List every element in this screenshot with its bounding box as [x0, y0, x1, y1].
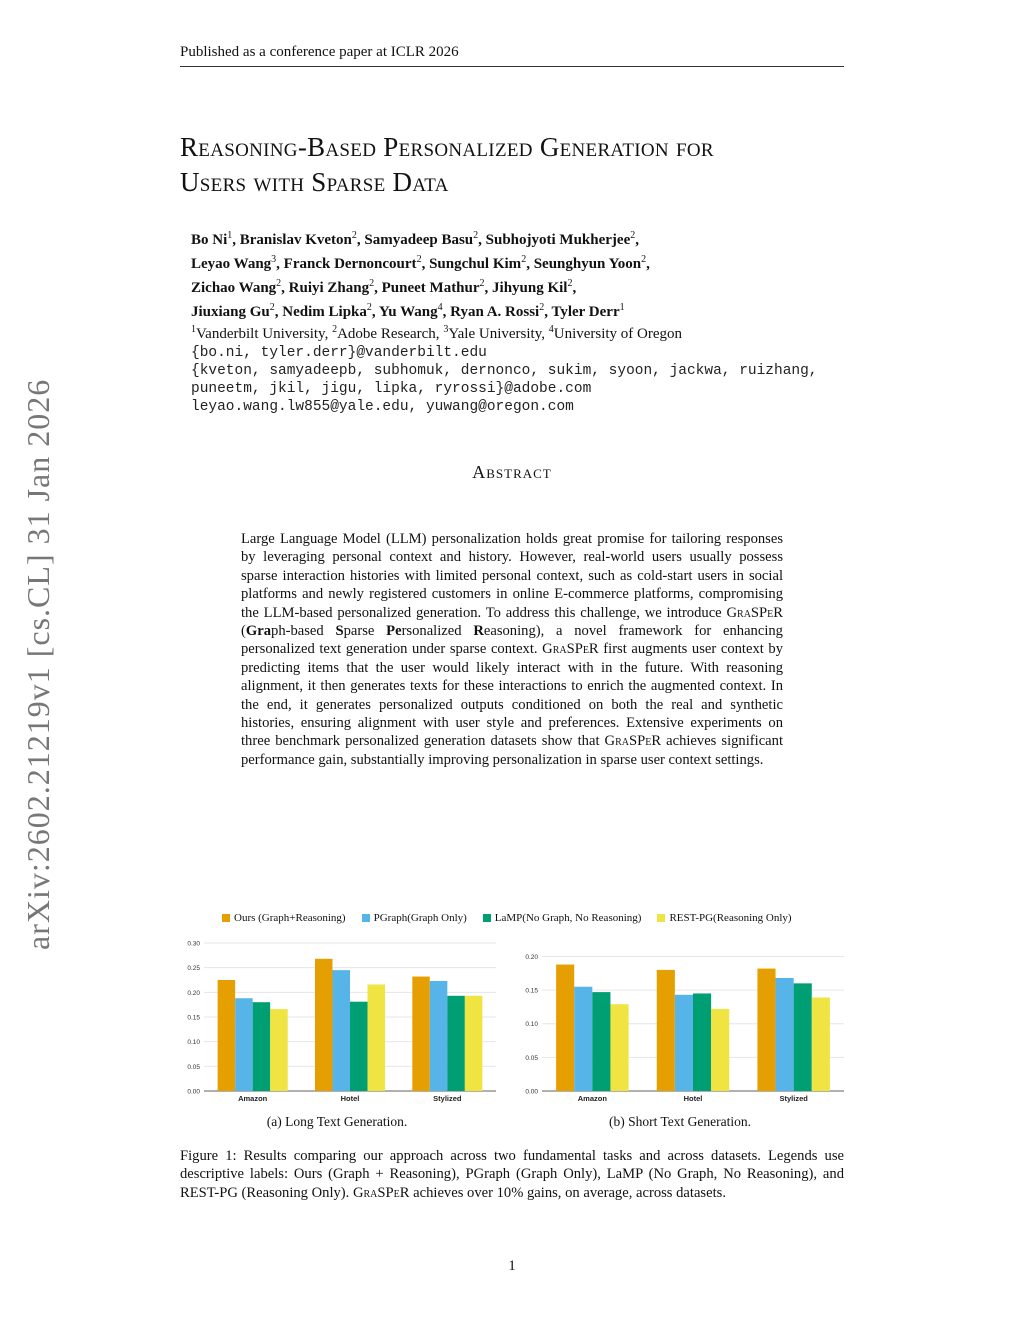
email-line: {bo.ni, tyler.derr}@vanderbilt.edu — [191, 345, 487, 361]
y-tick-label: 0.15 — [187, 1014, 200, 1022]
bar — [693, 993, 711, 1091]
title-line-1: Reasoning-Based Personalized Generation for — [180, 132, 714, 162]
bar — [574, 987, 592, 1091]
arxiv-identifier: arXiv:2602.21219v1 [cs.CL] 31 Jan 2026 — [20, 378, 56, 950]
chart-short-text — [510, 935, 850, 1105]
figure-legend — [222, 912, 792, 924]
legend-swatch — [222, 914, 230, 922]
author-name: Ruiyi Zhang$^2$ — [288, 278, 375, 296]
bar — [757, 969, 775, 1091]
y-tick-label: 0.10 — [187, 1039, 200, 1047]
bar — [794, 983, 812, 1091]
legend-entry — [362, 912, 467, 924]
legend-swatch — [362, 914, 370, 922]
bar — [235, 998, 253, 1091]
bar — [350, 1002, 368, 1091]
author-name: Bo Ni$^1$ — [191, 230, 233, 248]
bar — [465, 996, 483, 1091]
legend-swatch — [483, 914, 491, 922]
bar — [447, 996, 465, 1091]
bar — [218, 980, 236, 1091]
author-name: Jiuxiang Gu$^2$ — [191, 302, 275, 320]
y-tick-label: 0.00 — [525, 1088, 538, 1096]
bar — [776, 978, 794, 1091]
y-tick-label: 0.25 — [187, 965, 200, 973]
legend-label: Ours (Graph+Reasoning) — [234, 912, 346, 924]
bar — [270, 1009, 288, 1091]
author-name: Tyler Derr$^1$ — [551, 302, 625, 320]
y-tick-label: 0.30 — [187, 940, 200, 948]
affiliation-line: $^1$Vanderbilt University, $^2$Adobe Research, $^3$Yale University, $^4$University of Oregon — [191, 324, 683, 342]
x-tick-label: Stylized — [433, 1094, 462, 1103]
author-list — [191, 226, 871, 322]
author-line: Leyao Wang$^3$, Franck Dernoncourt$^2$, Sungchul Kim$^2$, Seunghyun Yoon$^2$, — [191, 254, 650, 272]
subcaption-a: (a) Long Text Generation. — [266, 1114, 408, 1129]
subcaption-b: (b) Short Text Generation. — [608, 1114, 752, 1129]
author-name: Franck Dernoncourt$^2$ — [283, 254, 422, 272]
author-name: Jihyung Kil$^2$ — [492, 278, 573, 296]
y-tick-label: 0.20 — [525, 953, 538, 961]
abstract-body: Large Language Model (LLM) personalization holds great promise for tailoring responses by leveraging personal context and history. However, real-world users usually possess sparse interaction histories with limited personal context, such as cold-start users in social platforms and newly registered customers in online E-commerce platforms, compromising the LLM-based personalized generation. To address this challenge, we introduce GraSPeR (Graph-based Sparse Personalized Reasoning), a novel framework for enhancing personalized text generation under sparse context. GraSPeR first augments user context by predicting items that the user would likely interact with in the future. With reasoning alignment, it then generates texts for these interactions to enrich the augmented context. In the end, it generates personalized outputs conditioned on both the real and synthetic histories, ensuring alignment with user style and preferences. Extensive experiments on three benchmark personalized generation datasets show that GraSPeR achieves significant performance gain, substantially improving personalization in sparse user context settings. — [241, 531, 783, 768]
bar — [253, 1002, 271, 1091]
bar — [430, 981, 448, 1091]
legend-entry — [222, 912, 346, 924]
author-line: Bo Ni$^1$, Branislav Kveton$^2$, Samyadeep Basu$^2$, Subhojyoti Mukherjee$^2$, — [191, 230, 639, 248]
y-tick-label: 0.05 — [525, 1054, 538, 1062]
author-name: Sungchul Kim$^2$ — [429, 254, 527, 272]
title-line-2: Users with Sparse Data — [180, 167, 449, 197]
page-number: 1 — [508, 1258, 516, 1274]
y-tick-label: 0.20 — [187, 989, 200, 997]
paper-title — [180, 130, 880, 200]
bar — [332, 970, 350, 1091]
author-name: Branislav Kveton$^2$ — [239, 230, 357, 248]
email-line: {kveton, samyadeepb, subhomuk, dernonco, sukim, syoon, jackwa, ruizhang, — [191, 363, 818, 379]
bar — [412, 977, 430, 1091]
legend-label: PGraph(Graph Only) — [373, 912, 467, 924]
author-line: Zichao Wang$^2$, Ruiyi Zhang$^2$, Puneet Mathur$^2$, Jihyung Kil$^2$, — [191, 278, 577, 296]
bar — [812, 997, 830, 1091]
bar — [592, 992, 610, 1091]
author-name: Nedim Lipka$^2$ — [282, 302, 372, 320]
y-tick-label: 0.10 — [525, 1021, 538, 1029]
figure-caption: Figure 1: Results comparing our approach across two fundamental tasks and across datasets. Legends use descriptive labels: Ours (Graph + Reasoning), PGraph (Graph Only), LaMP (No Graph, No Reasoning), and REST-PG (Reasoning Only). GraSPeR achieves over 10% gains, on average, across datasets. — [180, 1148, 844, 1201]
author-name: Samyadeep Basu$^2$ — [364, 230, 479, 248]
bar — [657, 970, 675, 1091]
x-tick-label: Amazon — [577, 1094, 607, 1103]
legend-entry — [483, 912, 642, 924]
author-name: Ryan A. Rossi$^2$ — [450, 302, 545, 320]
y-tick-label: 0.00 — [187, 1088, 200, 1096]
author-name: Seunghyun Yoon$^2$ — [533, 254, 647, 272]
legend-label: LaMP(No Graph, No Reasoning) — [494, 912, 642, 924]
author-name: Yu Wang$^4$ — [378, 302, 443, 320]
author-line: Jiuxiang Gu$^2$, Nedim Lipka$^2$, Yu Wang$^4$, Ryan A. Rossi$^2$, Tyler Derr$^1$ — [191, 302, 625, 320]
chart-long-text — [172, 935, 502, 1105]
author-name: Zichao Wang$^2$ — [191, 278, 282, 296]
x-tick-label: Hotel — [340, 1094, 360, 1103]
email-line: leyao.wang.lw855@yale.edu, yuwang@oregon.com — [191, 399, 574, 415]
legend-swatch — [657, 914, 665, 922]
legend-entry — [657, 912, 791, 924]
email-line: puneetm, jkil, jigu, lipka, ryrossi}@adobe.com — [191, 381, 592, 397]
author-name: Subhojyoti Mukherjee$^2$ — [485, 230, 636, 248]
x-tick-label: Amazon — [238, 1094, 268, 1103]
y-tick-label: 0.15 — [525, 987, 538, 995]
x-tick-label: Hotel — [683, 1094, 703, 1103]
affiliations — [191, 320, 951, 416]
x-tick-label: Stylized — [779, 1094, 808, 1103]
author-name: Puneet Mathur$^2$ — [381, 278, 485, 296]
author-name: Leyao Wang$^3$ — [191, 254, 277, 272]
bar — [675, 995, 693, 1091]
bar — [556, 965, 574, 1091]
bar — [315, 959, 333, 1091]
bar — [368, 984, 386, 1091]
bar — [711, 1009, 729, 1091]
abstract-heading: Abstract — [472, 462, 552, 482]
y-tick-label: 0.05 — [187, 1063, 200, 1071]
running-header: Published as a conference paper at ICLR 2026 — [180, 44, 844, 67]
bar — [610, 1004, 628, 1091]
legend-label: REST-PG(Reasoning Only) — [669, 912, 792, 924]
